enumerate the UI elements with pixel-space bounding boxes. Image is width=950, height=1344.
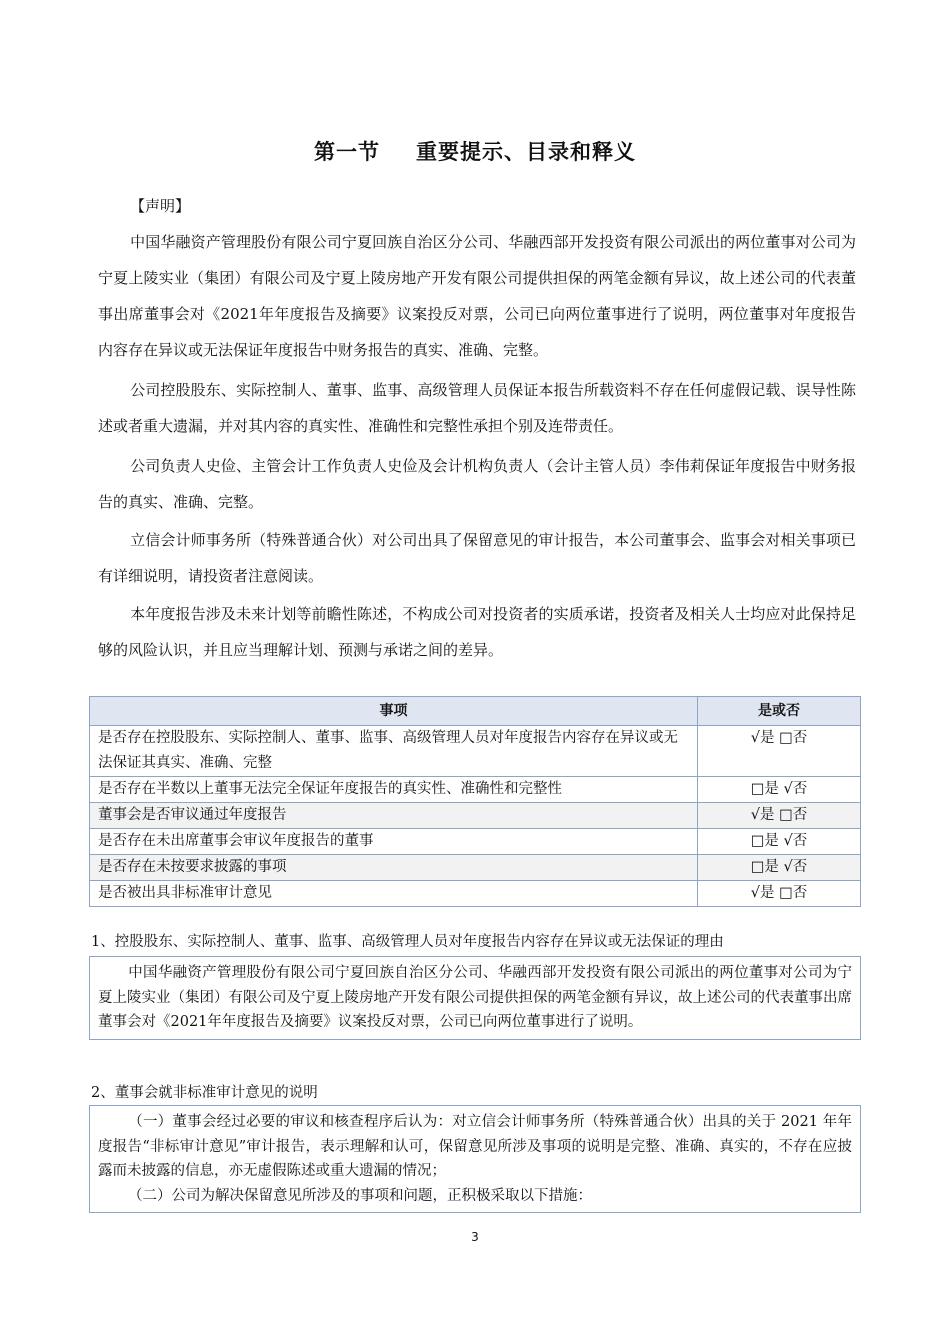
section-number: 第一节 bbox=[314, 140, 380, 164]
section-1-box bbox=[89, 956, 861, 1040]
paragraph-text: 立信会计师事务所（特殊普通合伙）对公司出具了保留意见的审计报告，本公司董事会、监事会对相关事项已有详细说明，请投资者注意阅读。 bbox=[98, 531, 856, 585]
table-cell-answer: √是 □否 bbox=[698, 881, 861, 907]
section-name: 重要提示、目录和释义 bbox=[416, 140, 636, 164]
section-1-text: 中国华融资产管理股份有限公司宁夏回族自治区分公司、华融西部开发投资有限公司派出的两位董事对公司为宁夏上陵实业（集团）有限公司及宁夏上陵房地产开发有限公司提供担保的两笔金额有异议，故上述公司的代表董事出席董事会对《2021年年度报告及摘要》议案投反对票，公司已向两位董事进行了说明。 bbox=[98, 965, 852, 1030]
table-row bbox=[90, 777, 861, 803]
section-2-text-1: （一）董事会经过必要的审议和核查程序后认为：对立信会计师事务所（特殊普通合伙）出具的关于 2021 年年度报告“非标审计意见”审计报告，表示理解和认可，保留意见所涉及事项的说明是完整、准确、真实的，不存在应披露而未披露的信息，亦无虚假陈述或重大遗漏的情况； bbox=[98, 1114, 852, 1179]
section-2-heading: 2、董事会就非标准审计意见的说明 bbox=[91, 1085, 318, 1101]
paragraph-guarantee bbox=[98, 372, 856, 444]
table-header-row bbox=[90, 697, 861, 726]
paragraph-dissent bbox=[98, 224, 856, 368]
table-cell-answer: □是 √否 bbox=[698, 829, 861, 855]
table-cell-answer: √是 □否 bbox=[698, 803, 861, 829]
table-cell-item: 董事会是否审议通过年度报告 bbox=[90, 803, 698, 829]
statement-label-line bbox=[98, 188, 856, 224]
table-cell-item: 是否被出具非标准审计意见 bbox=[90, 881, 698, 907]
paragraph-responsible-persons bbox=[98, 448, 856, 520]
paragraph-audit bbox=[98, 522, 856, 594]
paragraph-text: 本年度报告涉及未来计划等前瞻性陈述，不构成公司对投资者的实质承诺，投资者及相关人士均应对此保持足够的风险认识，并且应当理解计划、预测与承诺之间的差异。 bbox=[98, 605, 856, 659]
section-2-paragraph-2 bbox=[98, 1184, 852, 1209]
table-row bbox=[90, 881, 861, 907]
table-cell-answer: □是 √否 bbox=[698, 777, 861, 803]
section-2-box bbox=[89, 1105, 861, 1213]
table-row bbox=[90, 726, 861, 777]
table-row bbox=[90, 829, 861, 855]
section-title bbox=[0, 136, 950, 166]
table-cell-item: 是否存在半数以上董事无法完全保证年度报告的真实性、准确性和完整性 bbox=[90, 777, 698, 803]
disclosure-table bbox=[89, 696, 861, 907]
column-header-item: 事项 bbox=[90, 697, 698, 726]
table-cell-item: 是否存在未出席董事会审议年度报告的董事 bbox=[90, 829, 698, 855]
paragraph-forward-looking bbox=[98, 596, 856, 668]
statement-label: 【声明】 bbox=[130, 197, 191, 215]
column-header-answer: 是或否 bbox=[698, 697, 861, 726]
section-2-text-2: （二）公司为解决保留意见所涉及的事项和问题，正积极采取以下措施： bbox=[128, 1187, 592, 1204]
table-cell-item: 是否存在控股股东、实际控制人、董事、监事、高级管理人员对年度报告内容存在异议或无法保证其真实、准确、完整 bbox=[90, 726, 698, 777]
paragraph-text: 中国华融资产管理股份有限公司宁夏回族自治区分公司、华融西部开发投资有限公司派出的两位董事对公司为宁夏上陵实业（集团）有限公司及宁夏上陵房地产开发有限公司提供担保的两笔金额有异议，故上述公司的代表董事出席董事会对《2021年年度报告及摘要》议案投反对票，公司已向两位董事进行了说明，两位董事对年度报告内容存在异议或无法保证年度报告中财务报告的真实、准确、完整。 bbox=[98, 233, 856, 359]
paragraph-text: 公司控股股东、实际控制人、董事、监事、高级管理人员保证本报告所载资料不存在任何虚假记载、误导性陈述或者重大遗漏，并对其内容的真实性、准确性和完整性承担个别及连带责任。 bbox=[98, 381, 856, 435]
table-cell-item: 是否存在未按要求披露的事项 bbox=[90, 855, 698, 881]
table-cell-answer: √是 □否 bbox=[698, 726, 861, 777]
table-row bbox=[90, 855, 861, 881]
table-row bbox=[90, 803, 861, 829]
page-number: 3 bbox=[471, 1230, 479, 1244]
table-cell-answer: □是 √否 bbox=[698, 855, 861, 881]
section-2-paragraph-1 bbox=[98, 1110, 852, 1184]
paragraph-text: 公司负责人史俭、主管会计工作负责人史俭及会计机构负责人（会计主管人员）李伟莉保证年度报告中财务报告的真实、准确、完整。 bbox=[98, 457, 856, 511]
section-1-heading: 1、控股股东、实际控制人、董事、监事、高级管理人员对年度报告内容存在异议或无法保证的理由 bbox=[91, 934, 724, 950]
